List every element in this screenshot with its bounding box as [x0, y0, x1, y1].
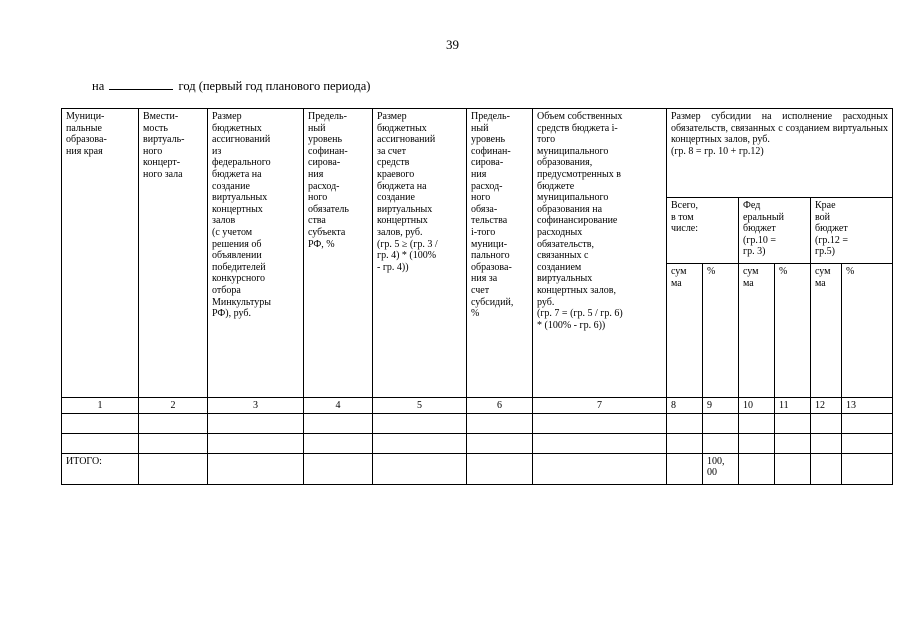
col-number: 8	[667, 398, 703, 414]
header-subsidy-federal: Фед еральный бюджет (гр.10 = гр. 3)	[739, 198, 811, 264]
table-cell	[139, 453, 208, 484]
col-number: 12	[811, 398, 842, 414]
header-total-pct: %	[703, 264, 739, 398]
table-cell	[667, 433, 703, 453]
table-cell	[739, 413, 775, 433]
header-own-funds: Объем собственных средств бюджета i- того муниципального образования, предусмотренных в бюджете муниципального образования на софинансирование расходных обязательств, связанных с созданием виртуальных концертных залов, руб. (гр. 7 = (гр. 5 / гр. 6) * (100% - гр. 6))	[533, 109, 667, 398]
table-cell	[304, 433, 373, 453]
header-federal-sum: сум ма	[739, 264, 775, 398]
table-cell	[467, 433, 533, 453]
table-cell	[703, 433, 739, 453]
table-cell	[304, 453, 373, 484]
table-cell	[667, 453, 703, 484]
header-subject-cofinancing-level: Предель- ный уровень софинан- сирова- ния расход- ного обязатель ства субъекта РФ, %	[304, 109, 373, 398]
table-subtitle	[92, 79, 370, 94]
table-cell	[533, 413, 667, 433]
table-cell	[304, 413, 373, 433]
header-regional-pct: %	[842, 264, 893, 398]
col-number: 5	[373, 398, 467, 414]
col-number: 7	[533, 398, 667, 414]
table-cell	[667, 413, 703, 433]
col-number: 4	[304, 398, 373, 414]
table-cell	[139, 433, 208, 453]
subtitle-prefix: на	[92, 79, 105, 93]
subtitle-suffix: год (первый год планового периода)	[178, 79, 371, 93]
table-cell	[467, 413, 533, 433]
table-cell	[139, 413, 208, 433]
table-cell	[208, 433, 304, 453]
header-subsidy-group: Размер субсидии на исполнение расходных обязательств, связанных с созданием виртуальных концертных залов, руб. (гр. 8 = гр. 10 + гр.12)	[667, 109, 893, 198]
table-row	[62, 413, 893, 433]
table-cell	[703, 413, 739, 433]
table-cell	[208, 413, 304, 433]
header-capacity: Вмести- мость виртуаль- ного концерт- ного зала	[139, 109, 208, 398]
col-number: 13	[842, 398, 893, 414]
page-number: 39	[446, 37, 459, 52]
total-percent: 100, 00	[703, 453, 739, 484]
header-municipalities: Муници- пальные образова- ния края	[62, 109, 139, 398]
total-label: ИТОГО:	[62, 453, 139, 484]
header-total-sum: сум ма	[667, 264, 703, 398]
col-number: 6	[467, 398, 533, 414]
table-cell	[467, 453, 533, 484]
table-cell	[373, 453, 467, 484]
table-cell	[775, 413, 811, 433]
year-blank-line	[109, 79, 173, 90]
header-subsidy-total: Всего, в том числе:	[667, 198, 739, 264]
table-cell	[842, 433, 893, 453]
header-federal-allocation: Размер бюджетных ассигнований из федерального бюджета на создание виртуальных концертных залов (с учетом решения об объявлении победителей конкурсного отбора Минкультуры РФ), руб.	[208, 109, 304, 398]
header-regional-sum: сум ма	[811, 264, 842, 398]
subsidy-table	[61, 108, 893, 485]
header-municipal-cofinancing-level: Предель- ный уровень софинан- сирова- ния расход- ного обяза- тельства i-того муници- пального образова- ния за счет субсидий, %	[467, 109, 533, 398]
table-cell	[533, 433, 667, 453]
table-cell	[62, 413, 139, 433]
col-number: 11	[775, 398, 811, 414]
table-cell	[811, 433, 842, 453]
table-cell	[842, 413, 893, 433]
table-cell	[739, 453, 775, 484]
table-cell	[811, 413, 842, 433]
table-cell	[775, 433, 811, 453]
total-row	[62, 453, 893, 484]
table-cell	[533, 453, 667, 484]
header-subsidy-regional: Крае вой бюджет (гр.12 = гр.5)	[811, 198, 893, 264]
col-number: 10	[739, 398, 775, 414]
header-federal-pct: %	[775, 264, 811, 398]
table-row	[62, 433, 893, 453]
table-cell	[208, 453, 304, 484]
table-cell	[811, 453, 842, 484]
col-number: 9	[703, 398, 739, 414]
col-number: 3	[208, 398, 304, 414]
table-cell	[62, 433, 139, 453]
header-regional-allocation: Размер бюджетных ассигнований за счет средств краевого бюджета на создание виртуальных концертных залов, руб. (гр. 5 ≥ (гр. 3 / гр. 4) * (100% - гр. 4))	[373, 109, 467, 398]
table-cell	[373, 413, 467, 433]
header-row-1	[62, 109, 893, 198]
col-number: 2	[139, 398, 208, 414]
table-cell	[739, 433, 775, 453]
col-number: 1	[62, 398, 139, 414]
table-cell	[842, 453, 893, 484]
table-cell	[775, 453, 811, 484]
column-numbers-row	[62, 398, 893, 414]
table-cell	[373, 433, 467, 453]
